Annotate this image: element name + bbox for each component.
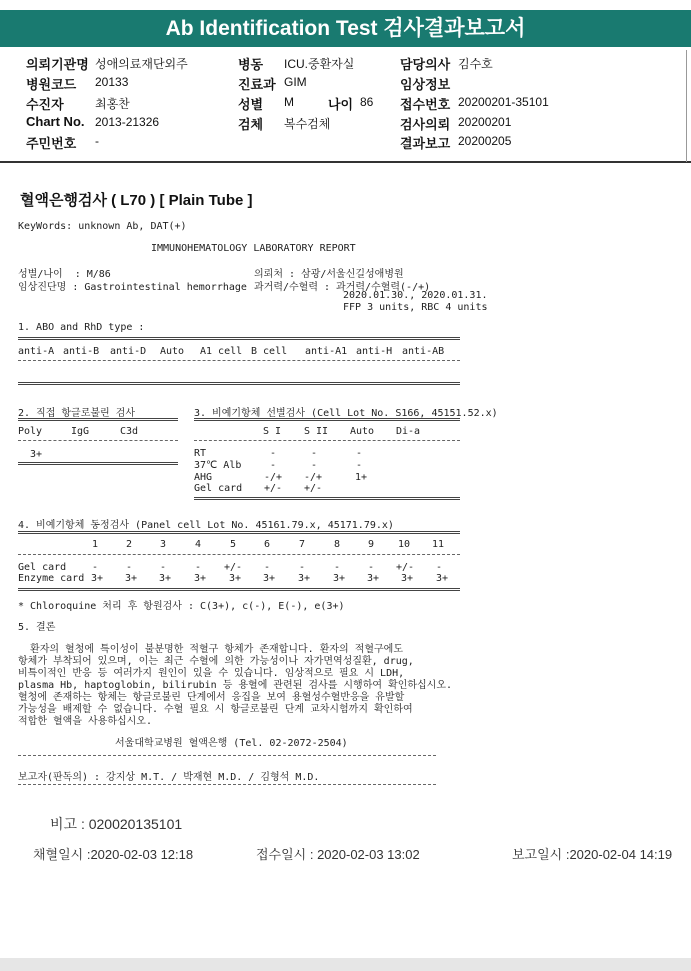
conclusion-line-4: plasma Hb, haptoglobin, bilirubin 등 용혈에 관련된 검사를 시행하여 확인하십시오. [18,680,453,691]
screen-row-alb-s2: - [311,460,318,471]
abo-rule-top [18,337,460,340]
screen-rule-bottom [194,497,460,500]
value-institution: 성애의료재단외주 [95,57,188,71]
label-patient: 수진자 [26,97,64,112]
screen-row-rt-s2: - [311,448,318,459]
screen-row-ahg-s2: -/+ [304,472,323,483]
conclusion-line-1: 환자의 혈청에 특이성이 불분명한 적혈구 항체가 존재합니다. 환자의 적혈구에도 [18,644,404,655]
panel-header-3: 3 [160,539,167,550]
dat-rule-mid [18,440,178,441]
abo-header-anti-h: anti-H [356,346,393,357]
panel-header-9: 9 [368,539,375,550]
sex-age: 성별/나이 : M/86 [18,269,111,280]
label-specimen: 검체 [238,117,264,132]
abo-header-auto: Auto [160,346,185,357]
panel-row-gel-2: - [126,562,133,573]
screen-rule-top [194,418,460,421]
panel-row-enzyme-2: 3+ [125,573,138,584]
panel-row-gel-6: - [264,562,271,573]
abo-header-b-cell: B cell [251,346,288,357]
reporter-rule-top [18,755,436,756]
screen-row-gel-label: Gel card [194,483,243,494]
panel-row-gel-label: Gel card [18,562,67,573]
lab-report-title: IMMUNOHEMATOLOGY LABORATORY REPORT [151,243,356,254]
abo-header-anti-ab: anti-AB [402,346,445,357]
panel-row-enzyme-11: 3+ [436,573,449,584]
panel-row-enzyme-5: 3+ [229,573,242,584]
screen-title: 3. 비예기항체 선별검사 (Cell Lot No. S166, 45151.52.x) [194,408,498,419]
panel-header-10: 10 [398,539,411,550]
panel-row-enzyme-4: 3+ [194,573,207,584]
dat-header-poly: Poly [18,426,43,437]
panel-rule-top [18,531,460,534]
screen-row-alb-s1: - [270,460,277,471]
value-resident-no: - [95,134,99,148]
abo-rule-bottom [18,382,460,385]
label-institution: 의뢰기관명 [26,57,89,72]
conclusion-line-7: 적합한 혈액을 사용하십시오. [18,716,152,727]
reporter-rule-bottom [18,784,436,785]
panel-row-enzyme-9: 3+ [367,573,380,584]
header-divider [0,161,691,163]
conclusion-line-3: 비특이적인 반응 등 여러가지 원인이 있을 수 있습니다. 임상적으로 필요 시 LDH, [18,668,405,679]
abo-header-a1-cell: A1 cell [200,346,243,357]
diagnosis: 임상진단명 : Gastrointestinal hemorrhage [18,282,247,293]
label-sex: 성별 [238,97,264,112]
panel-row-gel-4: - [195,562,202,573]
screen-header-s1: S I [263,426,282,437]
dat-rule-bottom [18,462,178,465]
panel-row-gel-7: - [299,562,306,573]
dat-rule-top [18,418,178,421]
screen-row-rt-label: RT [194,448,207,459]
label-age: 나이 [328,97,354,112]
panel-header-11: 11 [432,539,445,550]
panel-row-gel-11: - [436,562,443,573]
panel-row-gel-10: +/- [396,562,415,573]
panel-rule-mid [18,554,460,555]
screen-row-ahg-auto: 1+ [355,472,368,483]
bottom-bar [0,958,691,971]
panel-row-enzyme-3: 3+ [159,573,172,584]
dat-value-poly: 3+ [30,449,43,460]
receive-datetime: 접수일시 : 2020-02-03 13:02 [256,847,420,862]
label-chart-no: Chart No. [26,114,85,129]
label-clinical-info: 임상정보 [400,77,451,92]
value-specimen: 복수검체 [284,117,331,131]
conclusion-title: 5. 결론 [18,622,56,633]
label-hospital-code: 병원코드 [26,77,77,92]
panel-row-enzyme-1: 3+ [91,573,104,584]
panel-row-enzyme-10: 3+ [401,573,414,584]
section-title: 혈액은행검사 ( L70 ) [ Plain Tube ] [20,192,253,209]
collect-datetime: 채혈일시 :2020-02-03 12:18 [33,847,194,862]
panel-row-gel-9: - [368,562,375,573]
value-receipt-no: 20200201-35101 [458,95,549,109]
keywords: KeyWords: unknown Ab, DAT(+) [18,221,187,232]
screen-header-auto: Auto [350,426,375,437]
history-line-3: FFP 3 units, RBC 4 units [343,302,488,313]
screen-rule-mid [194,440,460,441]
value-sex: M [284,95,294,109]
screen-row-rt-s1: - [270,448,277,459]
abo-title: 1. ABO and RhD type : [18,322,145,333]
chloroquine-note: * Chloroquine 처리 후 항원검사 : C(3+), c(-), E(-), e(3+) [18,601,345,612]
panel-rule-bottom [18,588,460,591]
label-department: 진료과 [238,77,276,92]
panel-header-4: 4 [195,539,202,550]
screen-row-alb-label: 37℃ Alb [194,460,242,471]
panel-header-5: 5 [230,539,237,550]
panel-row-gel-1: - [92,562,99,573]
value-age: 86 [360,95,374,109]
panel-row-enzyme-label: Enzyme card [18,573,85,584]
value-ward: ICU.중환자실 [284,57,355,71]
panel-row-gel-5: +/- [224,562,243,573]
panel-row-gel-8: - [334,562,341,573]
panel-row-enzyme-7: 3+ [298,573,311,584]
abo-header-anti-a1: anti-A1 [305,346,348,357]
screen-row-alb-auto: - [356,460,363,471]
abo-rule-mid [18,360,460,361]
label-receipt-no: 접수번호 [400,97,451,112]
label-doctor: 담당의사 [400,57,451,72]
report-title: Ab Identification Test 검사결과보고서 [0,10,691,47]
value-hospital-code: 20133 [95,75,129,89]
header-right-border [686,50,687,162]
report-datetime: 보고일시 :2020-02-04 14:19 [512,847,673,862]
panel-header-2: 2 [126,539,133,550]
panel-header-7: 7 [299,539,306,550]
value-request-date: 20200201 [458,115,512,129]
value-department: GIM [284,75,307,89]
screen-header-s2: S II [304,426,329,437]
value-chart-no: 2013-21326 [95,115,160,129]
label-ward: 병동 [238,57,264,72]
hospital-contact: 서울대학교병원 혈액은행 (Tel. 02-2072-2504) [115,738,348,749]
panel-row-enzyme-6: 3+ [263,573,276,584]
screen-row-ahg-label: AHG [194,472,213,483]
panel-header-1: 1 [92,539,99,550]
panel-header-8: 8 [334,539,341,550]
conclusion-line-2: 항체가 부착되어 있으며, 이는 최근 수혈에 의한 가능성이나 자가면역성질환, drug, [18,656,414,667]
conclusion-line-5: 혈청에 존재하는 항체는 항글로불린 단계에서 응집을 보여 용혈성수혈반응을 유발할 [18,692,405,703]
screen-row-rt-auto: - [356,448,363,459]
screen-header-dia: Di-a [396,426,421,437]
screen-row-gel-s2: +/- [304,483,323,494]
dat-title: 2. 직접 항글로불린 검사 [18,408,136,419]
label-request-date: 검사의뢰 [400,117,451,132]
screen-row-gel-s1: +/- [264,483,283,494]
history-line-2: 2020.01.30., 2020.01.31. [343,290,488,301]
panel-row-gel-3: - [160,562,167,573]
label-report-date: 결과보고 [400,136,451,151]
dat-header-c3d: C3d [120,426,139,437]
dat-header-igg: IgG [71,426,90,437]
value-doctor: 김수호 [458,57,493,71]
value-report-date: 20200205 [458,134,512,148]
referrer: 의뢰처 : 삼광/서울신길성애병원 [254,269,404,280]
value-patient: 최홍찬 [95,97,130,111]
abo-header-anti-b: anti-B [63,346,100,357]
history-line-1: 과거력/수혈력 : 과거력/수혈력(-/+) [254,282,431,293]
conclusion-line-6: 가능성을 배제할 수 없습니다. 수혈 필요 시 항글로불린 단계 교차시험까지 확인하여 [18,704,413,715]
reporter: 보고자(판독의) : 강지상 M.T. / 박재현 M.D. / 김형석 M.D. [18,772,320,783]
screen-row-ahg-s1: -/+ [264,472,283,483]
abo-header-anti-d: anti-D [110,346,147,357]
abo-header-anti-a: anti-A [18,346,55,357]
remark: 비고 : 020020135101 [50,816,183,832]
panel-title: 4. 비예기항체 동정검사 (Panel cell Lot No. 45161.79.x, 45171.79.x) [18,520,394,531]
panel-header-6: 6 [264,539,271,550]
label-resident-no: 주민번호 [26,136,77,151]
panel-row-enzyme-8: 3+ [333,573,346,584]
